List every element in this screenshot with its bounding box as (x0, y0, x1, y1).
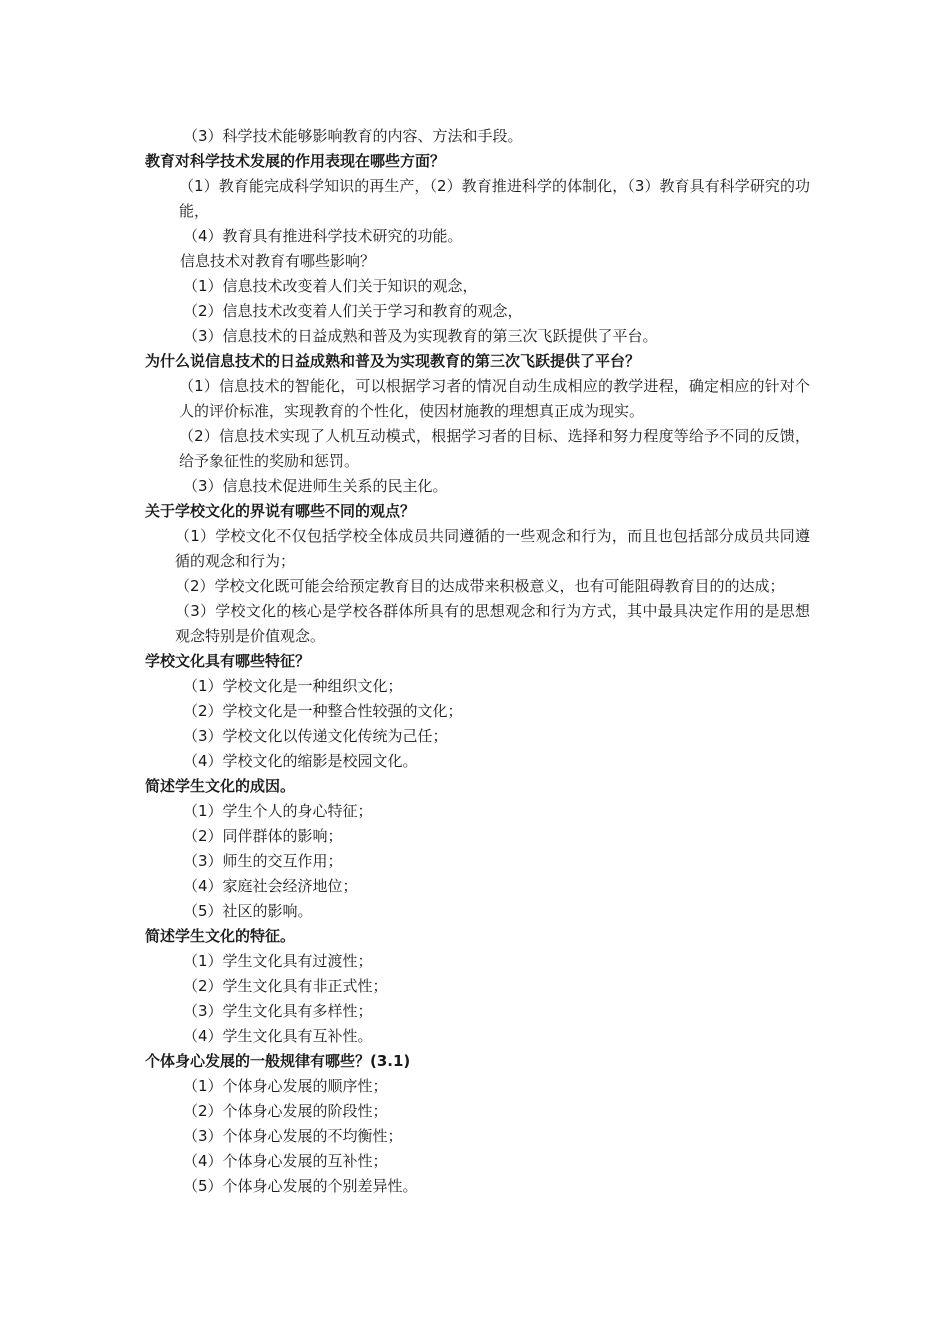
paragraph: （2）学校文化既可能会给预定教育目的达成带来积极意义，也有可能阻碍教育目的的达成； (175, 577, 785, 595)
section-heading: 学校文化具有哪些特征？ (145, 652, 311, 670)
list-item: （2）学校文化是一种整合性较强的文化； (183, 702, 463, 720)
section-heading: 为什么说信息技术的日益成熟和普及为实现教育的第三次飞跃提供了平台？ (145, 352, 641, 370)
list-item: （5）个体身心发展的个别差异性。 (183, 1177, 418, 1195)
document-body (145, 124, 810, 1199)
list-item: （4）学生文化具有互补性。 (183, 1027, 373, 1045)
list-item: （4）学校文化的缩影是校园文化。 (183, 752, 418, 770)
paragraph: （1）信息技术的智能化，可以根据学习者的情况自动生成相应的教学进程，确定相应的针对个人的评价标准，实现教育的个性化，使因材施教的理想真正成为现实。 (179, 377, 810, 420)
list-item: （1）信息技术改变着人们关于知识的观念， (183, 277, 478, 295)
section-heading: 关于学校文化的界说有哪些不同的观点？ (145, 502, 416, 520)
section-heading: 简述学生文化的成因。 (145, 777, 296, 795)
list-item: （3）学校文化以传递文化传统为己任； (183, 727, 448, 745)
list-item: （5）社区的影响。 (183, 902, 313, 920)
paragraph: （1）教育能完成科学知识的再生产，（2）教育推进科学的体制化，（3）教育具有科学研究的功能， (179, 177, 810, 220)
paragraph: （3）学校文化的核心是学校各群体所具有的思想观念和行为方式，其中最具决定作用的是思想观念特别是价值观念。 (175, 602, 810, 645)
list-item: （3）科学技术能够影响教育的内容、方法和手段。 (183, 127, 523, 145)
section-heading: 简述学生文化的特征。 (145, 927, 296, 945)
section-heading: 信息技术对教育有哪些影响？ (180, 252, 376, 270)
list-item: （1）个体身心发展的顺序性； (183, 1077, 388, 1095)
list-item: （4）个体身心发展的互补性； (183, 1152, 388, 1170)
list-item: （2）个体身心发展的阶段性； (183, 1102, 388, 1120)
list-item: （4）教育具有推进科学技术研究的功能。 (183, 227, 463, 245)
paragraph: （1）学校文化不仅包括学校全体成员共同遵循的一些观念和行为，而且也包括部分成员共同遵循的观念和行为； (175, 527, 810, 570)
section-heading: 个体身心发展的一般规律有哪些？(3.1) (145, 1052, 411, 1070)
list-item: （1）学生个人的身心特征； (183, 802, 373, 820)
list-item: （2）学生文化具有非正式性； (183, 977, 388, 995)
list-item: （3）信息技术促进师生关系的民主化。 (183, 477, 448, 495)
list-item: （4）家庭社会经济地位； (183, 877, 358, 895)
list-item: （3）个体身心发展的不均衡性； (183, 1127, 403, 1145)
list-item: （2）同伴群体的影响； (183, 827, 343, 845)
list-item: （3）信息技术的日益成熟和普及为实现教育的第三次飞跃提供了平台。 (183, 327, 658, 345)
list-item: （3）学生文化具有多样性； (183, 1002, 373, 1020)
list-item: （2）信息技术改变着人们关于学习和教育的观念， (183, 302, 523, 320)
list-item: （3）师生的交互作用； (183, 852, 343, 870)
section-heading: 教育对科学技术发展的作用表现在哪些方面？ (145, 152, 446, 170)
list-item: （1）学生文化具有过渡性； (183, 952, 373, 970)
list-item: （1）学校文化是一种组织文化； (183, 677, 403, 695)
paragraph: （2）信息技术实现了人机互动模式，根据学习者的目标、选择和努力程度等给予不同的反馈，给予象征性的奖励和惩罚。 (179, 427, 810, 470)
